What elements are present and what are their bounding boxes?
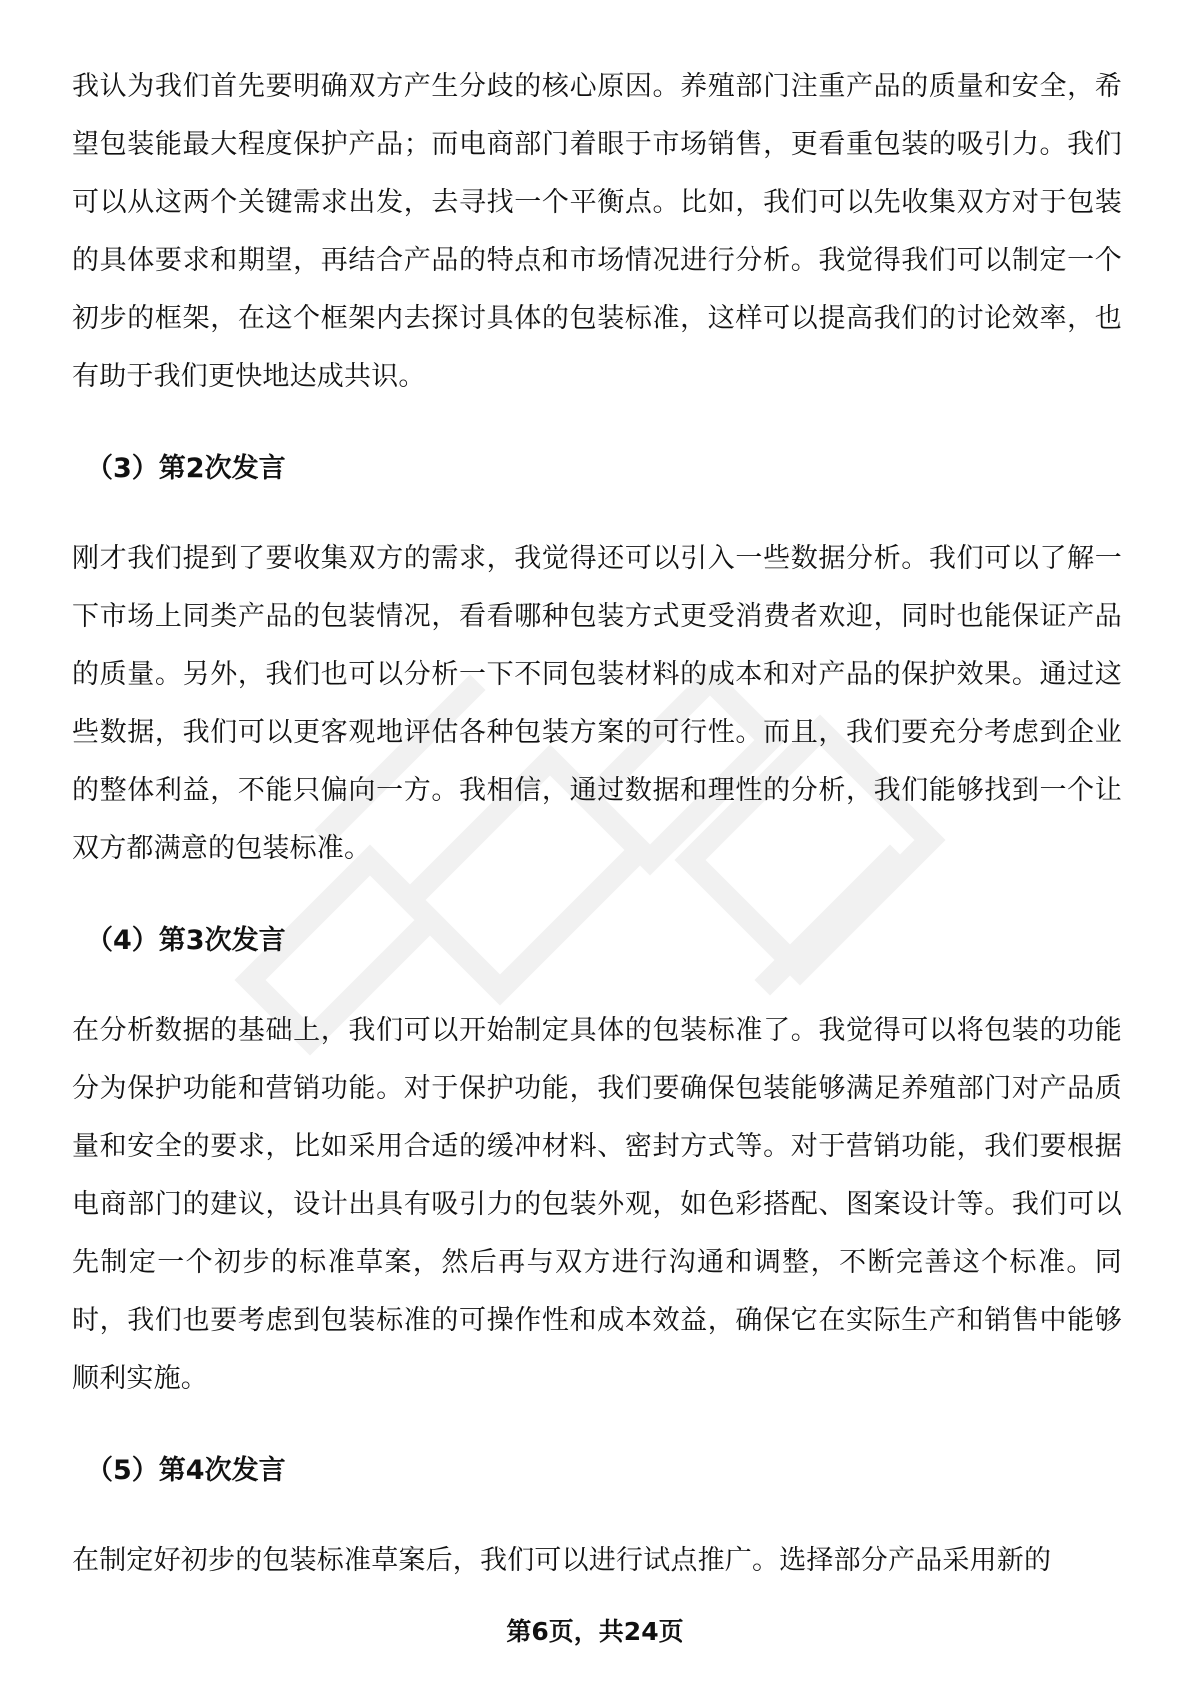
paragraph: 刚才我们提到了要收集双方的需求，我觉得还可以引入一些数据分析。我们可以了解一下市场上同类产品的包装情况，看看哪种包装方式更受消费者欢迎，同时也能保证产品的质量。另外，我们也可以分析一下不同包装材料的成本和对产品的保护效果。通过这些数据，我们可以更客观地评估各种包装方案的可行性。而且，我们要充分考虑到企业的整体利益，不能只偏向一方。我相信，通过数据和理性的分析，我们能够找到一个让双方都满意的包装标准。: [72, 543, 1122, 864]
section-heading: （3）第2次发言: [86, 453, 286, 484]
paragraph: 我认为我们首先要明确双方产生分歧的核心原因。养殖部门注重产品的质量和安全，希望包装能最大程度保护产品；而电商部门着眼于市场销售，更看重包装的吸引力。我们可以从这两个关键需求出发，去寻找一个平衡点。比如，我们可以先收集双方对于包装的具体要求和期望，再结合产品的特点和市场情况进行分析。我觉得我们可以制定一个初步的框架，在这个框架内去探讨具体的包装标准，这样可以提高我们的讨论效率，也有助于我们更快地达成共识。: [72, 71, 1122, 392]
paragraph: 在制定好初步的包装标准草案后，我们可以进行试点推广。选择部分产品采用新的: [72, 1545, 1052, 1576]
section-heading: （4）第3次发言: [86, 925, 286, 956]
section-heading: （5）第4次发言: [86, 1455, 286, 1486]
paragraph: 在分析数据的基础上，我们可以开始制定具体的包装标准了。我觉得可以将包装的功能分为保护功能和营销功能。对于保护功能，我们要确保包装能够满足养殖部门对产品质量和安全的要求，比如采用合适的缓冲材料、密封方式等。对于营销功能，我们要根据电商部门的建议，设计出具有吸引力的包装外观，如色彩搭配、图案设计等。我们可以先制定一个初步的标准草案，然后再与双方进行沟通和调整，不断完善这个标准。同时，我们也要考虑到包装标准的可操作性和成本效益，确保它在实际生产和销售中能够顺利实施。: [72, 1015, 1122, 1394]
document-body: [72, 58, 1122, 1590]
page-number-footer: 第6页，共24页: [506, 1617, 684, 1646]
